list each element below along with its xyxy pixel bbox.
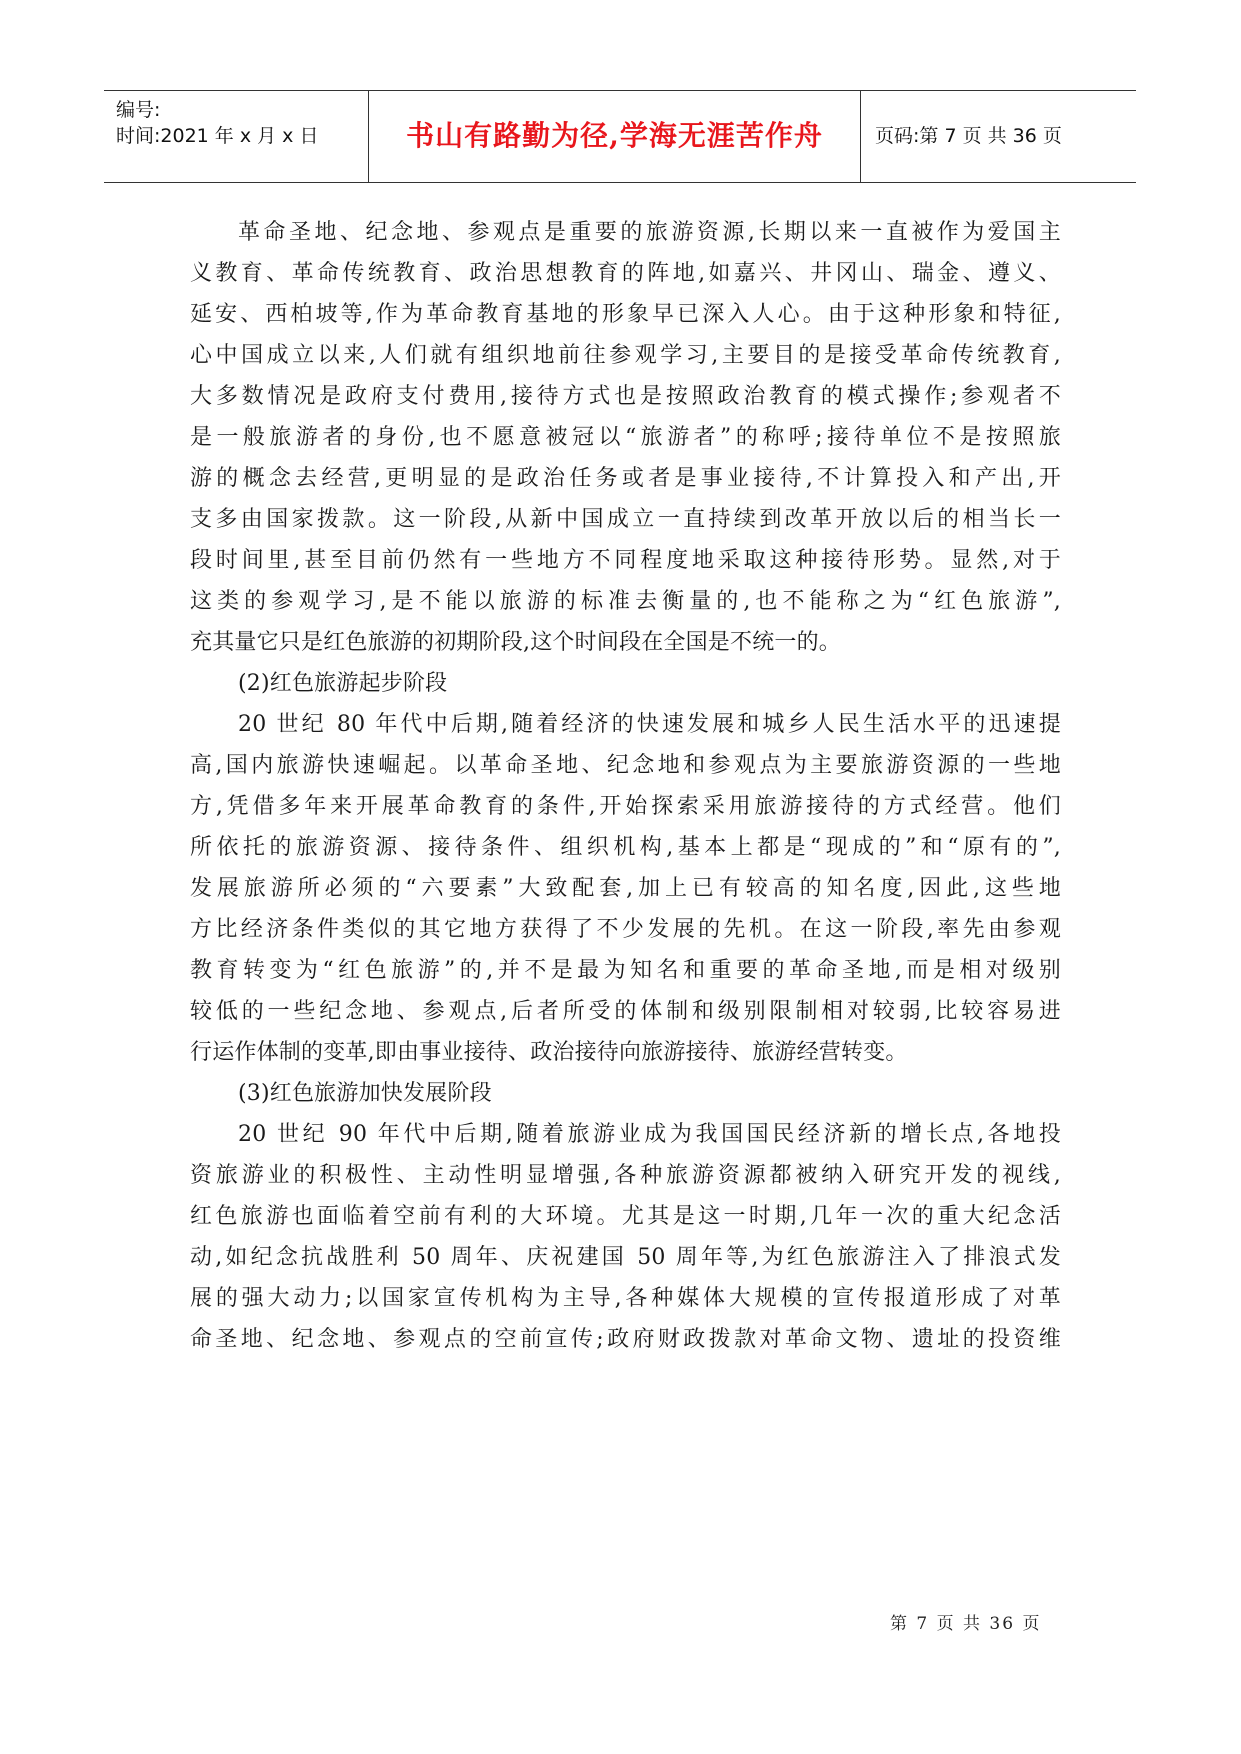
section-heading: (3)红色旅游加快发展阶段 [238,1081,492,1106]
header-meta [104,91,368,182]
body-line: 方,凭借多年来开展革命教育的条件,开始探索采用旅游接待的方式经营。他们 [190,794,1061,819]
body-line: 资旅游业的积极性、主动性明显增强,各种旅游资源都被纳入研究开发的视线, [190,1163,1061,1188]
body-line: 义教育、革命传统教育、政治思想教育的阵地,如嘉兴、井冈山、瑞金、遵义、 [190,261,1061,286]
body-line: 动,如纪念抗战胜利 50 周年、庆祝建国 50 周年等,为红色旅游注入了排浪式发 [190,1245,1061,1270]
header-time-label: 时间:2021 年 x 月 x 日 [116,125,319,147]
body-line: 所依托的旅游资源、接待条件、组织机构,基本上都是“现成的”和“原有的”, [190,835,1061,860]
body-line: 支多由国家拨款。这一阶段,从新中国成立一直持续到改革开放以后的相当长一 [190,507,1061,532]
body-line: 展的强大动力;以国家宣传机构为主导,各种媒体大规模的宣传报道形成了对革 [190,1286,1061,1311]
body-line: 延安、西柏坡等,作为革命教育基地的形象早已深入人心。由于这种形象和特征, [190,302,1061,327]
header-motto-cell [368,91,861,182]
body-line: 方比经济条件类似的其它地方获得了不少发展的先机。在这一阶段,率先由参观 [190,917,1061,942]
body-line: 革命圣地、纪念地、参观点是重要的旅游资源,长期以来一直被作为爱国主 [238,220,1061,245]
body-line: 20 世纪 90 年代中后期,随着旅游业成为我国国民经济新的增长点,各地投 [238,1122,1061,1147]
body-line: 这类的参观学习,是不能以旅游的标准去衡量的,也不能称之为“红色旅游”, [190,589,1061,614]
body-line: 发展旅游所必须的“六要素”大致配套,加上已有较高的知名度,因此,这些地 [190,876,1061,901]
section-heading: (2)红色旅游起步阶段 [238,671,448,696]
body-line: 教育转变为“红色旅游”的,并不是最为知名和重要的革命圣地,而是相对级别 [190,958,1061,983]
body-line: 是一般旅游者的身份,也不愿意被冠以“旅游者”的称呼;接待单位不是按照旅 [190,425,1061,450]
header-page-code: 页码:第 7 页 共 36 页 [875,125,1062,147]
body-line: 红色旅游也面临着空前有利的大环境。尤其是这一时期,几年一次的重大纪念活 [190,1204,1061,1229]
body-line: 命圣地、纪念地、参观点的空前宣传;政府财政拨款对革命文物、遗址的投资维 [190,1327,1061,1352]
body-line: 段时间里,甚至目前仍然有一些地方不同程度地采取这种接待形势。显然,对于 [190,548,1061,573]
body-line: 大多数情况是政府支付费用,接待方式也是按照政治教育的模式操作;参观者不 [190,384,1061,409]
body-line: 充其量它只是红色旅游的初期阶段,这个时间段在全国是不统一的。 [190,630,841,655]
body-line: 心中国成立以来,人们就有组织地前往参观学习,主要目的是接受革命传统教育, [190,343,1061,368]
body-line: 游的概念去经营,更明显的是政治任务或者是事业接待,不计算投入和产出,开 [190,466,1061,491]
body-line: 行运作体制的变革,即由事业接待、政治接待向旅游接待、旅游经营转变。 [190,1040,908,1065]
body-line: 20 世纪 80 年代中后期,随着经济的快速发展和城乡人民生活水平的迅速提 [238,712,1061,737]
body-line: 较低的一些纪念地、参观点,后者所受的体制和级别限制相对较弱,比较容易进 [190,999,1061,1024]
document-body [190,212,1061,1360]
header-page-code-cell [861,91,1136,182]
body-line: 高,国内旅游快速崛起。以革命圣地、纪念地和参观点为主要旅游资源的一些地 [190,753,1061,778]
page-footer: 第 7 页 共 36 页 [890,1614,1042,1634]
header-number-label: 编号: [116,99,161,121]
header-motto: 书山有路勤为径,学海无涯苦作舟 [406,118,823,152]
page-header [104,90,1136,183]
